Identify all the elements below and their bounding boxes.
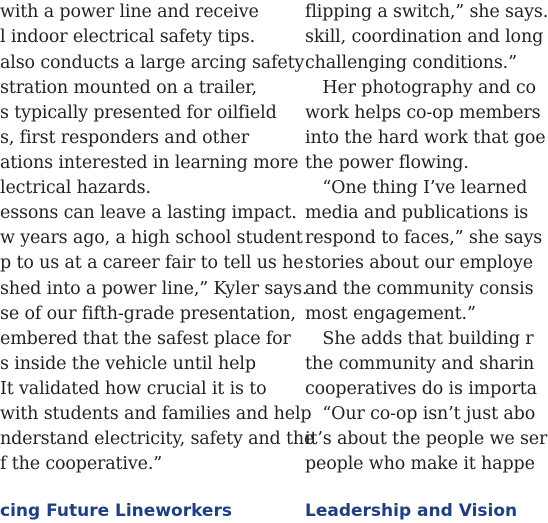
body-text-line: flipping a switch,” she says.	[305, 2, 548, 22]
body-text-line: cooperatives do is importa	[305, 379, 537, 399]
body-text-line: work helps co-op members	[305, 103, 541, 123]
body-text-line: people who make it happe	[305, 454, 535, 474]
body-text-line: stories about our employe	[305, 253, 533, 273]
body-text-line: most engagement.”	[305, 304, 476, 324]
body-text-line: challenging conditions.”	[305, 53, 517, 73]
body-text-line: the community and sharin	[305, 354, 535, 374]
body-text-line: respond to faces,” she says	[305, 228, 543, 248]
body-text-line: s, first responders and other	[0, 128, 249, 148]
body-text-line: s typically presented for oilfield	[0, 103, 277, 123]
body-text-line: lectrical hazards.	[0, 178, 151, 198]
body-text-line: media and publications is	[305, 203, 529, 223]
body-text-line: w years ago, a high school student	[0, 228, 303, 248]
body-text-line: Her photography and co	[305, 78, 536, 98]
body-text-line: She adds that building r	[305, 329, 534, 349]
body-text-line: with students and families and help	[0, 404, 312, 424]
body-text-line: with a power line and receive	[0, 2, 259, 22]
body-text-line: skill, coordination and long	[305, 27, 544, 47]
section-heading: Leadership and Vision	[305, 501, 518, 521]
body-text-line: nderstand electricity, safety and the	[0, 429, 315, 449]
body-text-line: shed into a power line,” Kyler says.	[0, 279, 308, 299]
body-text-line: It validated how crucial it is to	[0, 379, 267, 399]
body-text-line: into the hard work that goe	[305, 128, 546, 148]
body-text-line: it’s about the people we ser	[305, 429, 548, 449]
body-text-line: essons can leave a lasting impact.	[0, 203, 297, 223]
body-text-line: s inside the vehicle until help	[0, 354, 256, 374]
body-text-line: and the community consis	[305, 279, 534, 299]
body-text-line: stration mounted on a trailer,	[0, 78, 257, 98]
body-text-line: f the cooperative.”	[0, 454, 163, 474]
body-text-line: l indoor electrical safety tips.	[0, 27, 256, 47]
section-heading: cing Future Lineworkers	[0, 501, 232, 521]
body-text-line: also conducts a large arcing safety	[0, 53, 305, 73]
body-text-line: p to us at a career fair to tell us he	[0, 253, 304, 273]
body-text-line: the power flowing.	[305, 153, 469, 173]
body-text-line: embered that the safest place for	[0, 329, 291, 349]
body-text-line: ations interested in learning more	[0, 153, 299, 173]
body-text-line: “One thing I’ve learned	[305, 178, 528, 198]
body-text-line: se of our fifth-grade presentation,	[0, 304, 296, 324]
body-text-line: “Our co-op isn’t just abo	[305, 404, 536, 424]
